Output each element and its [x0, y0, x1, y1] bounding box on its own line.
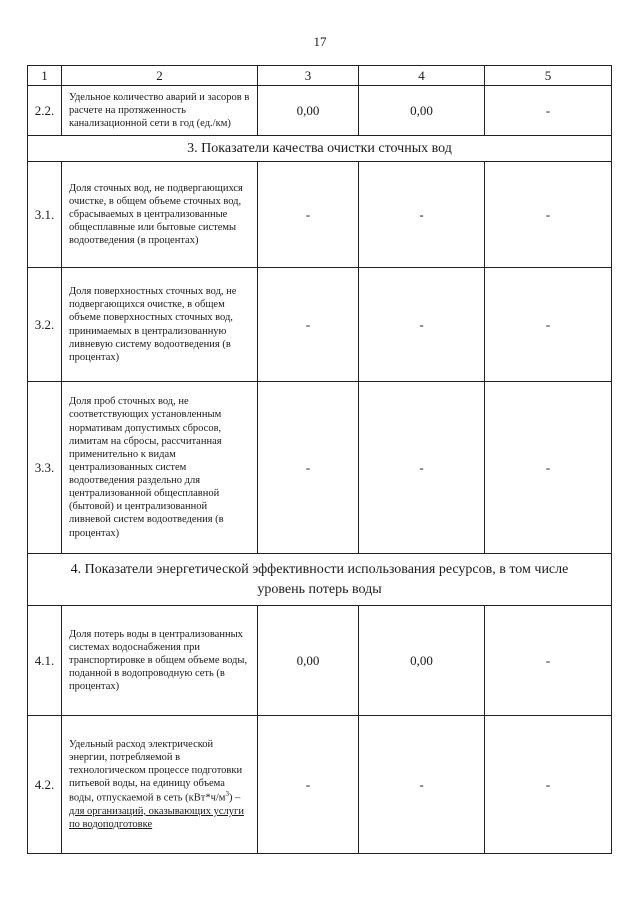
description-tail: ) – — [228, 792, 241, 804]
row-description: Доля сточных вод, не подвергающихся очистке, в общем объеме сточных вод, сбрасываемых в централизованные общесплавные или бытовые системы водоотведения (в процентах) — [62, 162, 258, 268]
row-description — [62, 716, 258, 854]
row-number: 3.2. — [28, 268, 62, 382]
row-value-col5: - — [485, 86, 612, 136]
header-row — [28, 66, 612, 86]
table-row — [28, 86, 612, 136]
row-number: 2.2. — [28, 86, 62, 136]
description-text: Удельный расход электрической энергии, потребляемой в технологическом процессе подготовки питьевой воды, на единицу объема воды, отпускаемой в сеть (кВт*ч/м — [69, 738, 243, 804]
row-description: Удельное количество аварий и засоров в расчете на протяженность канализационной сети в год (ед./км) — [62, 86, 258, 136]
row-value-col3: - — [258, 268, 359, 382]
row-value-col3: - — [258, 382, 359, 554]
description-underlined: для организаций, оказывающих услуги по водоподготовке — [69, 805, 244, 831]
superscript: 3 — [225, 790, 229, 799]
row-description: Доля поверхностных сточных вод, не подвергающихся очистке, в общем объеме поверхностных сточных вод, принимаемых в централизованную ливневую систему водоотведения (в процентах) — [62, 268, 258, 382]
table-row — [28, 268, 612, 382]
page-number: 17 — [313, 34, 327, 49]
row-value-col4: 0,00 — [359, 86, 485, 136]
section-heading: 3. Показатели качества очистки сточных вод — [28, 136, 612, 162]
indicators-table — [27, 65, 612, 854]
header-col-5: 5 — [485, 66, 612, 86]
row-description: Доля потерь воды в централизованных системах водоснабжения при транспортировке в общем объеме воды, поданной в водопроводную сеть (в процентах) — [62, 606, 258, 716]
header-col-1: 1 — [28, 66, 62, 86]
row-value-col3: 0,00 — [258, 86, 359, 136]
row-number: 3.1. — [28, 162, 62, 268]
table-row — [28, 382, 612, 554]
header-col-4: 4 — [359, 66, 485, 86]
row-value-col3: 0,00 — [258, 606, 359, 716]
row-value-col3: - — [258, 716, 359, 854]
section-row — [28, 136, 612, 162]
row-value-col5: - — [485, 716, 612, 854]
row-value-col5: - — [485, 268, 612, 382]
row-number: 4.1. — [28, 606, 62, 716]
row-value-col4: 0,00 — [359, 606, 485, 716]
table-row — [28, 162, 612, 268]
row-value-col3: - — [258, 162, 359, 268]
row-value-col5: - — [485, 162, 612, 268]
row-value-col5: - — [485, 606, 612, 716]
section-row — [28, 554, 612, 606]
row-value-col4: - — [359, 268, 485, 382]
section-heading: 4. Показатели энергетической эффективности использования ресурсов, в том числе уровень потерь воды — [28, 554, 612, 606]
row-number: 4.2. — [28, 716, 62, 854]
row-value-col5: - — [485, 382, 612, 554]
table-row — [28, 716, 612, 854]
table-row — [28, 606, 612, 716]
row-value-col4: - — [359, 162, 485, 268]
header-col-3: 3 — [258, 66, 359, 86]
row-value-col4: - — [359, 382, 485, 554]
row-number: 3.3. — [28, 382, 62, 554]
row-description: Доля проб сточных вод, не соответствующих установленным нормативам допустимых сбросов, лимитам на сбросы, рассчитанная применительно к видам централизованных систем водоотведения раздельно для централизованной общесплавной (бытовой) и централизованной ливневой систем водоотведения (в процентах) — [62, 382, 258, 554]
row-value-col4: - — [359, 716, 485, 854]
header-col-2: 2 — [62, 66, 258, 86]
